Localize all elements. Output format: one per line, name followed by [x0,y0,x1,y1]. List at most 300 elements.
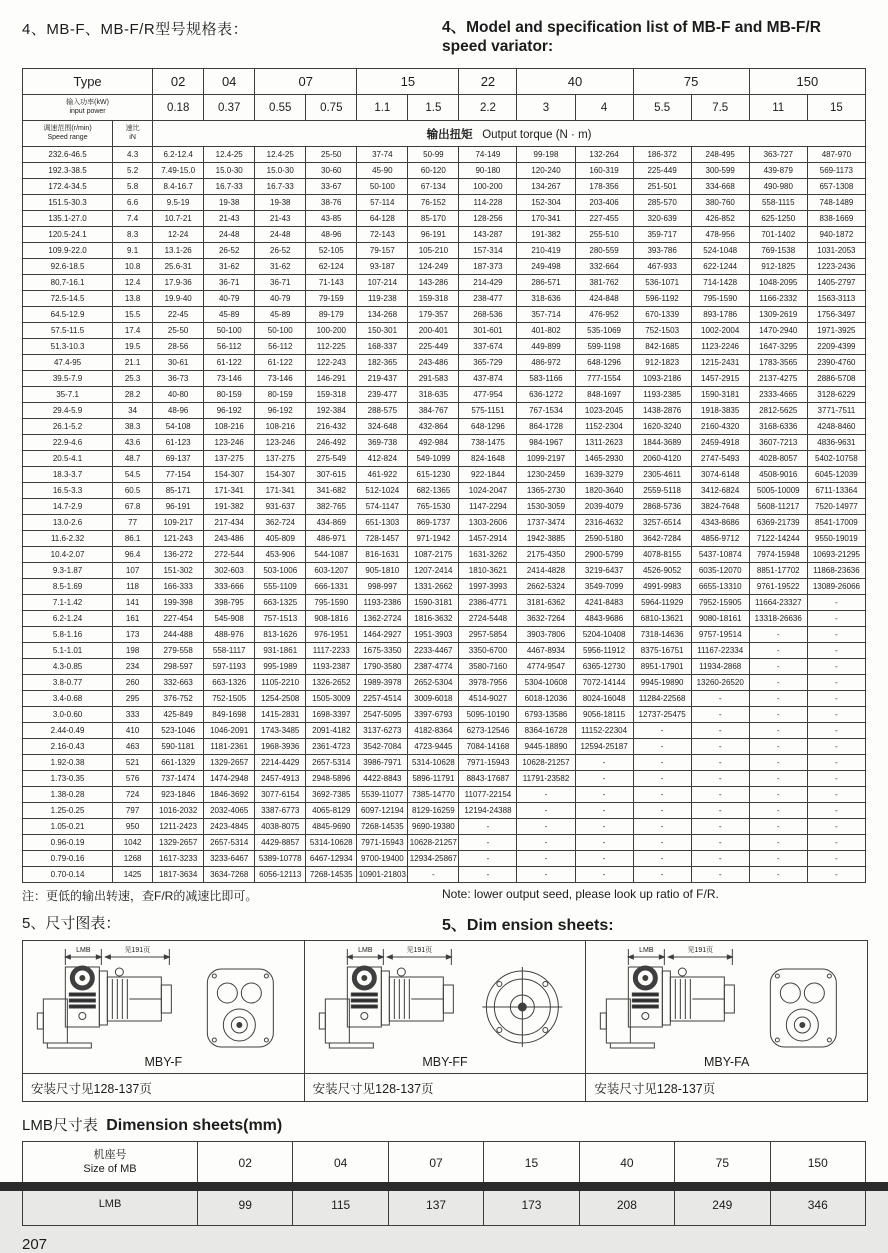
spec-row [23,723,866,739]
torque-cell: 13.1-26 [153,243,204,259]
torque-cell: 275-549 [306,451,357,467]
spec-row [23,227,866,243]
torque-cell: - [517,819,575,835]
input-power-label-en: input power [69,107,106,115]
torque-cell: - [633,755,691,771]
torque-cell: 191-382 [517,227,575,243]
torque-cell: 1590-3181 [691,387,749,403]
torque-cell: 6793-13586 [517,707,575,723]
torque-cell: 574-1147 [357,499,408,515]
see-page-191-label: 见191页 [687,947,714,954]
speed-range-label-zh: 调速范围(r/min) [43,125,92,133]
torque-cell: 5437-10874 [691,547,749,563]
torque-cell: 478-956 [691,227,749,243]
torque-cell: 701-1402 [749,227,807,243]
torque-cell: 752-1503 [633,323,691,339]
torque-cell: 33-67 [306,179,357,195]
torque-cell: - [807,835,865,851]
torque-cell: 2305-4611 [633,467,691,483]
torque-cell: - [691,819,749,835]
torque-cell: 1846-3692 [204,787,255,803]
note-zh: 注：更低的输出转速，查F/R的减速比即可。 [22,889,258,903]
torque-cell: 2316-4632 [575,515,633,531]
torque-cell: 359-717 [633,227,691,243]
torque-cell: 157-314 [459,243,517,259]
section4-title-en: 4、Model and specification list of MB-F and MB-F/R speed variator: [442,19,821,56]
torque-cell: 1783-3565 [749,355,807,371]
torque-cell: 380-760 [691,195,749,211]
torque-cell: 6035-12070 [691,563,749,579]
torque-cell: - [691,723,749,739]
torque-cell: 426-852 [691,211,749,227]
ratio-cell: 28.2 [113,387,153,403]
torque-cell: 50-100 [255,323,306,339]
torque-cell: 2160-4320 [691,419,749,435]
ratio-cell: 463 [113,739,153,755]
torque-cell: 28-56 [153,339,204,355]
torque-cell: 288-575 [357,403,408,419]
torque-cell: 558-1117 [204,643,255,659]
torque-cell: 178-356 [575,179,633,195]
speed-range-cell: 3.4-0.68 [23,691,113,707]
torque-cell: 12.4-25 [204,147,255,163]
ratio-cell: 173 [113,627,153,643]
torque-cell: 105-210 [408,243,459,259]
torque-cell: 893-1786 [691,307,749,323]
torque-cell: - [807,771,865,787]
torque-cell: 96-192 [255,403,306,419]
torque-cell: 544-1087 [306,547,357,563]
torque-cell: 9761-19522 [749,579,807,595]
torque-cell: 24-48 [204,227,255,243]
torque-cell: 19-38 [204,195,255,211]
torque-cell: 1415-2831 [255,707,306,723]
spec-row [23,179,866,195]
spec-row [23,323,866,339]
torque-cell: 603-1207 [306,563,357,579]
torque-cell: 5389-10778 [255,851,306,867]
torque-cell: 108-216 [204,419,255,435]
torque-cell: 3549-7099 [575,579,633,595]
torque-cell: 461-922 [357,467,408,483]
torque-cell: 186-372 [633,147,691,163]
torque-cell: 1820-3640 [575,483,633,499]
torque-cell: 6655-13310 [691,579,749,595]
torque-cell: - [575,851,633,867]
torque-cell: 4248-8460 [807,419,865,435]
torque-cell: 2390-4760 [807,355,865,371]
torque-cell: 2900-5799 [575,547,633,563]
torque-cell: 182-365 [357,355,408,371]
model-label: MBY-F [144,1055,183,1069]
torque-cell: 291-583 [408,371,459,387]
torque-cell: - [749,659,807,675]
torque-cell: 824-1648 [459,451,517,467]
torque-cell: 13089-26066 [807,579,865,595]
torque-cell: 8024-16048 [575,691,633,707]
torque-cell: 128-256 [459,211,517,227]
torque-cell: 3412-6824 [691,483,749,499]
torque-cell: 425-849 [153,707,204,723]
torque-cell: 714-1428 [691,275,749,291]
speed-range-cell: 92.6-18.5 [23,259,113,275]
lmb-value-cell: 115 [293,1184,388,1226]
torque-cell: - [691,755,749,771]
spec-row [23,643,866,659]
torque-cell: - [459,835,517,851]
torque-cell: 663-1326 [204,675,255,691]
torque-cell: 10628-21257 [408,835,459,851]
torque-cell: 17.9-36 [153,275,204,291]
torque-cell: 3077-6154 [255,787,306,803]
torque-cell: 1737-3474 [517,515,575,531]
torque-cell: 122-243 [306,355,357,371]
spec-row [23,467,866,483]
torque-cell: - [575,771,633,787]
torque-cell: 255-510 [575,227,633,243]
torque-cell: - [807,643,865,659]
torque-cell: 187-373 [459,259,517,275]
torque-cell: 476-952 [575,307,633,323]
torque-cell: - [691,867,749,883]
ratio-cell: 6.6 [113,195,153,211]
dimension-panel-mby-ff [305,941,587,1101]
torque-cell: 2886-5708 [807,371,865,387]
torque-cell: 1698-3397 [306,707,357,723]
speed-range-cell: 80.7-16.1 [23,275,113,291]
torque-cell: 9080-18161 [691,611,749,627]
torque-cell: 3137-6273 [357,723,408,739]
torque-cell: 777-1554 [575,371,633,387]
torque-cell: 738-1475 [459,435,517,451]
torque-cell: 137-275 [204,451,255,467]
torque-cell: 2333-4665 [749,387,807,403]
torque-cell: 318-636 [517,291,575,307]
lmb-row-label: LMB [23,1184,198,1226]
torque-cell: 816-1631 [357,547,408,563]
torque-cell: - [807,707,865,723]
torque-cell: - [517,787,575,803]
torque-cell: - [749,787,807,803]
speed-range-cell: 10.4-2.07 [23,547,113,563]
torque-cell: 337-674 [459,339,517,355]
torque-cell: 1675-3350 [357,643,408,659]
torque-cell: - [749,723,807,739]
torque-cell: - [749,819,807,835]
torque-cell: 4343-8686 [691,515,749,531]
speed-range-cell: 5.8-1.16 [23,627,113,643]
output-torque-label-zh: 输出扭矩 [426,128,473,141]
torque-cell: 7072-14144 [575,675,633,691]
ratio-cell: 576 [113,771,153,787]
torque-cell: 4078-8155 [633,547,691,563]
torque-cell: 8375-16751 [633,643,691,659]
torque-cell: 2423-4845 [204,819,255,835]
torque-cell: 112-225 [306,339,357,355]
torque-cell: 73-146 [255,371,306,387]
torque-cell: 61-122 [255,355,306,371]
ratio-cell: 797 [113,803,153,819]
speed-range-cell: 35-7.1 [23,387,113,403]
torque-cell: 22-45 [153,307,204,323]
torque-cell: 210-419 [517,243,575,259]
torque-cell: 2547-5095 [357,707,408,723]
torque-cell: 362-724 [255,515,306,531]
spec-row [23,515,866,531]
torque-cell: - [807,627,865,643]
torque-cell: 492-984 [408,435,459,451]
torque-cell: 3009-6018 [408,691,459,707]
torque-cell: 40-79 [255,291,306,307]
torque-cell: 50-99 [408,147,459,163]
dimension-panel-mby-f [23,941,305,1101]
torque-cell: 1093-2186 [633,371,691,387]
torque-cell: 5956-11912 [575,643,633,659]
torque-cell: 79-159 [306,291,357,307]
torque-cell: 239-477 [357,387,408,403]
torque-cell: 357-714 [517,307,575,323]
torque-cell: 1942-3885 [517,531,575,547]
torque-cell: - [749,675,807,691]
speed-range-cell: 26.1-5.2 [23,419,113,435]
ratio-cell: 67.8 [113,499,153,515]
torque-cell: 3074-6148 [691,467,749,483]
torque-cell: 1530-3059 [517,499,575,515]
torque-cell: 19-38 [255,195,306,211]
torque-cell: 45-90 [357,163,408,179]
torque-cell: 752-1505 [204,691,255,707]
torque-cell: - [575,803,633,819]
torque-cell: - [749,755,807,771]
torque-cell: 596-1192 [633,291,691,307]
torque-cell: 401-802 [517,323,575,339]
torque-cell: 272-544 [204,547,255,563]
torque-cell: 5304-10608 [517,675,575,691]
lmb-value-cell: 249 [675,1184,770,1226]
torque-cell: 16.7-33 [204,179,255,195]
speed-range-cell: 172.4-34.5 [23,179,113,195]
torque-cell: 25-50 [153,323,204,339]
section4-title-zh: 4、MB-F、MB-F/R型号规格表： [22,21,249,38]
torque-cell: 1951-3903 [408,627,459,643]
torque-cell: 376-752 [153,691,204,707]
torque-cell: 61-122 [204,355,255,371]
torque-cell: 4241-8483 [575,595,633,611]
torque-cell: 599-1198 [575,339,633,355]
spec-row [23,195,866,211]
speed-range-cell: 1.73-0.35 [23,771,113,787]
torque-cell: 171-341 [255,483,306,499]
torque-cell: 931-1861 [255,643,306,659]
gearmotor-side-and-end-view-drawing [586,941,867,1053]
torque-cell: 4508-9016 [749,467,807,483]
torque-cell: 9056-18115 [575,707,633,723]
ratio-cell: 60.5 [113,483,153,499]
torque-cell: 1505-3009 [306,691,357,707]
torque-cell: 80-159 [204,387,255,403]
torque-cell: 2459-4918 [691,435,749,451]
torque-cell: 6467-12934 [306,851,357,867]
torque-cell: 26-52 [204,243,255,259]
power-header-11: 11 [749,95,807,121]
torque-cell: 869-1737 [408,515,459,531]
torque-cell: 2209-4399 [807,339,865,355]
torque-cell: 36-71 [255,275,306,291]
ratio-cell: 17.4 [113,323,153,339]
torque-cell: 2414-4828 [517,563,575,579]
torque-cell: 424-848 [575,291,633,307]
ratio-cell: 950 [113,819,153,835]
ratio-cell: 38.3 [113,419,153,435]
torque-cell: 8851-17702 [749,563,807,579]
torque-cell: 8541-17009 [807,515,865,531]
torque-cell: - [807,851,865,867]
speed-range-cell: 232.6-46.5 [23,147,113,163]
speed-range-cell: 3.8-0.77 [23,675,113,691]
torque-cell: 9700-19400 [357,851,408,867]
torque-cell: 74-149 [459,147,517,163]
torque-cell: 324-648 [357,419,408,435]
lmb-heading-en: Dimension sheets(mm) [106,1117,283,1134]
output-torque-label-en: Output torque (N · m) [482,128,592,141]
torque-cell: 251-501 [633,179,691,195]
torque-cell: - [459,819,517,835]
section5-header [22,912,866,935]
torque-cell: 439-879 [749,163,807,179]
ratio-cell: 161 [113,611,153,627]
spec-row [23,595,866,611]
torque-cell: 8.4-16.7 [153,179,204,195]
torque-cell: 7268-14535 [306,867,357,883]
torque-cell: 1918-3835 [691,403,749,419]
torque-cell: 1790-3580 [357,659,408,675]
torque-cell: 16.7-33 [255,179,306,195]
torque-cell: 100-200 [459,179,517,195]
torque-cell: 10693-21295 [807,547,865,563]
torque-cell: 4843-9686 [575,611,633,627]
speed-range-cell: 18.3-3.7 [23,467,113,483]
lmb-size-cell: 04 [293,1142,388,1184]
torque-cell: 71-143 [306,275,357,291]
torque-cell: 1631-3262 [459,547,517,563]
spec-row [23,579,866,595]
torque-cell: 849-1698 [204,707,255,723]
torque-cell: 334-668 [691,179,749,195]
section4-header [22,18,866,64]
spec-row [23,339,866,355]
ratio-cell: 15.5 [113,307,153,323]
torque-cell: 670-1339 [633,307,691,323]
torque-cell: - [691,691,749,707]
ratio-cell: 96.4 [113,547,153,563]
ratio-cell: 8.3 [113,227,153,243]
torque-cell: 99-198 [517,147,575,163]
ratio-cell: 7.4 [113,211,153,227]
lmb-value-cell: 99 [198,1184,293,1226]
torque-cell: 769-1538 [749,243,807,259]
speed-range-cell: 1.25-0.25 [23,803,113,819]
lmb-size-cell: 15 [484,1142,579,1184]
torque-cell: 648-1296 [575,355,633,371]
torque-cell: 1152-2304 [575,419,633,435]
torque-cell: 318-635 [408,387,459,403]
torque-cell: 2590-5180 [575,531,633,547]
torque-cell: 10.7-21 [153,211,204,227]
torque-cell: 134-267 [517,179,575,195]
torque-cell: 2137-4275 [749,371,807,387]
torque-cell: 412-824 [357,451,408,467]
torque-cell: 555-1109 [255,579,306,595]
speed-range-cell: 135.1-27.0 [23,211,113,227]
torque-cell: - [633,723,691,739]
torque-cell: 248-495 [691,147,749,163]
torque-cell: 651-1303 [357,515,408,531]
speed-range-label-en: Speed range [47,133,88,141]
torque-cell: 9550-19019 [807,531,865,547]
torque-cell: 3233-6467 [204,851,255,867]
torque-cell: 1311-2623 [575,435,633,451]
gearmotor-side-and-end-view-drawing [23,941,304,1053]
speed-range-cell: 0.96-0.19 [23,835,113,851]
torque-cell: 5402-10758 [807,451,865,467]
torque-cell: 9690-19380 [408,819,459,835]
torque-cell: - [807,595,865,611]
torque-cell: 19.9-40 [153,291,204,307]
torque-cell: 523-1046 [153,723,204,739]
torque-cell: 3986-7971 [357,755,408,771]
torque-cell: 93-187 [357,259,408,275]
torque-cell: - [633,867,691,883]
torque-cell: - [749,835,807,851]
ratio-cell: 43.6 [113,435,153,451]
ratio-cell: 1042 [113,835,153,851]
torque-cell: 36-73 [153,371,204,387]
torque-cell: 1181-2361 [204,739,255,755]
torque-cell: 216-432 [306,419,357,435]
torque-cell: 3580-7160 [459,659,517,675]
torque-cell: 748-1489 [807,195,865,211]
torque-cell: 682-1365 [408,483,459,499]
torque-cell: 661-1329 [153,755,204,771]
spec-row [23,627,866,643]
torque-cell: 40-80 [153,387,204,403]
torque-cell: 432-864 [408,419,459,435]
torque-cell: 2948-5896 [306,771,357,787]
torque-cell: 286-571 [517,275,575,291]
torque-cell: 931-637 [255,499,306,515]
torque-cell: 11077-22154 [459,787,517,803]
speed-range-cell: 9.3-1.87 [23,563,113,579]
lmb-size-header-zh: 机座号 [93,1148,127,1161]
speed-range-cell: 5.1-1.01 [23,643,113,659]
torque-cell: - [575,787,633,803]
torque-cell: 1474-2948 [204,771,255,787]
torque-cell: 1326-2652 [306,675,357,691]
lmb-dim-label: LMB [639,947,654,954]
torque-cell: 3219-6437 [575,563,633,579]
torque-cell: 1123-2246 [691,339,749,355]
torque-cell: 249-498 [517,259,575,275]
torque-cell: 1457-2915 [691,371,749,387]
torque-cell: - [633,819,691,835]
torque-cell: 150-301 [357,323,408,339]
torque-cell: 3632-7264 [517,611,575,627]
torque-cell: - [633,835,691,851]
ratio-cell: 118 [113,579,153,595]
torque-cell: - [807,803,865,819]
torque-cell: 12737-25475 [633,707,691,723]
torque-cell: 1405-2797 [807,275,865,291]
